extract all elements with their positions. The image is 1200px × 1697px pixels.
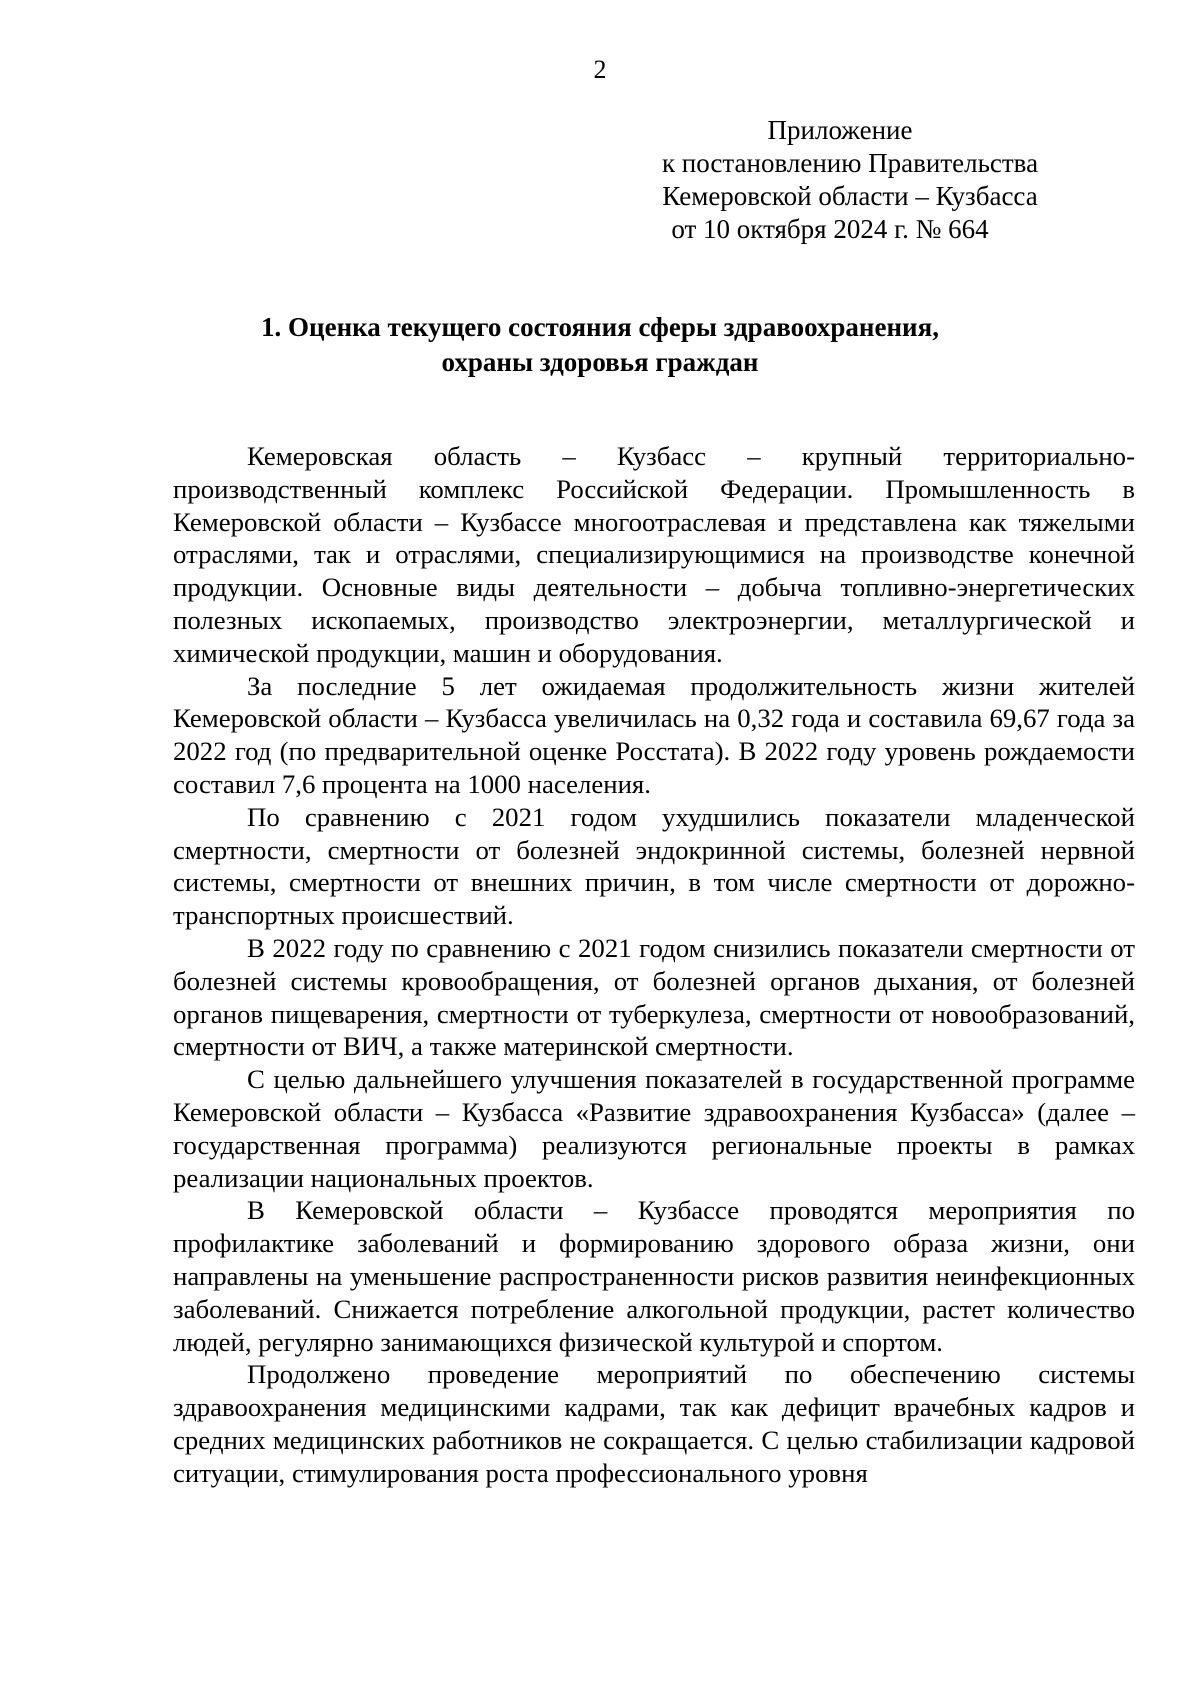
- section-title-line: 1. Оценка текущего состояния сферы здравоохранения,: [261, 312, 939, 342]
- paragraph: По сравнению с 2021 годом ухудшились показатели младенческой смертности, смертности от болезней эндокринной системы, болезней нервной системы, смертности от внешних причин, в том числе смертности от дорожно-транспортных происшествий.: [173, 801, 1135, 931]
- section-title-line: охраны здоровья граждан: [441, 347, 759, 377]
- appendix-line: Приложение: [767, 115, 913, 145]
- paragraph: За последние 5 лет ожидаемая продолжительность жизни жителей Кемеровской области – Кузбасса увеличилась на 0,32 года и составила 69,67 года за 2022 год (по предварительной оценке Росстата). В 2022 году уровень рождаемости составил 7,6 процента на 1000 населения.: [173, 670, 1135, 799]
- page-number: 2: [593, 55, 607, 84]
- paragraph: В Кемеровской области – Кузбассе проводятся мероприятия по профилактике заболеваний и формированию здорового образа жизни, они направлены на уменьшение распространенности рисков развития неинфекционных заболеваний. Снижается потребление алкогольной продукции, растет количество людей, регулярно занимающихся физической культурой и спортом.: [173, 1195, 1135, 1357]
- paragraph: С целью дальнейшего улучшения показателей в государственной программе Кемеровской области – Кузбасса «Развитие здравоохранения Кузбасса» (далее – государственная программа) реализуются региональные проекты в рамках реализации национальных проектов.: [173, 1064, 1135, 1193]
- paragraph: В 2022 году по сравнению с 2021 годом снизились показатели смертности от болезней системы кровообращения, от болезней органов дыхания, от болезней органов пищеварения, смертности от туберкулеза, смертности от новообразований, смертности от ВИЧ, а также материнской смертности.: [173, 932, 1135, 1062]
- section-title: [170, 310, 1030, 380]
- appendix-line: к постановлению Правительства: [661, 148, 1039, 178]
- paragraph: Продолжено проведение мероприятий по обеспечению системы здравоохранения медицинскими кадрами, так как дефицит врачебных кадров и средних медицинских работников не сокращается. С целью стабилизации кадровой ситуации, стимулирования роста профессионального уровня: [173, 1359, 1135, 1488]
- document-body: [173, 440, 1135, 1490]
- appendix-line: от 10 октября 2024 г. № 664: [671, 214, 989, 244]
- appendix-header: [640, 114, 1120, 246]
- paragraph: Кемеровская область – Кузбасс – крупный территориально-производственный комплекс Российской Федерации. Промышленность в Кемеровской области – Кузбассе многоотраслевая и представлена как тяжелыми отраслями, так и отраслями, специализирующимися на производстве конечной продукции. Основные виды деятельности – добыча топливно-энергетических полезных ископаемых, производство электроэнергии, металлургической и химической продукции, машин и оборудования.: [173, 441, 1135, 668]
- appendix-line: Кемеровской области – Кузбасса: [662, 181, 1038, 211]
